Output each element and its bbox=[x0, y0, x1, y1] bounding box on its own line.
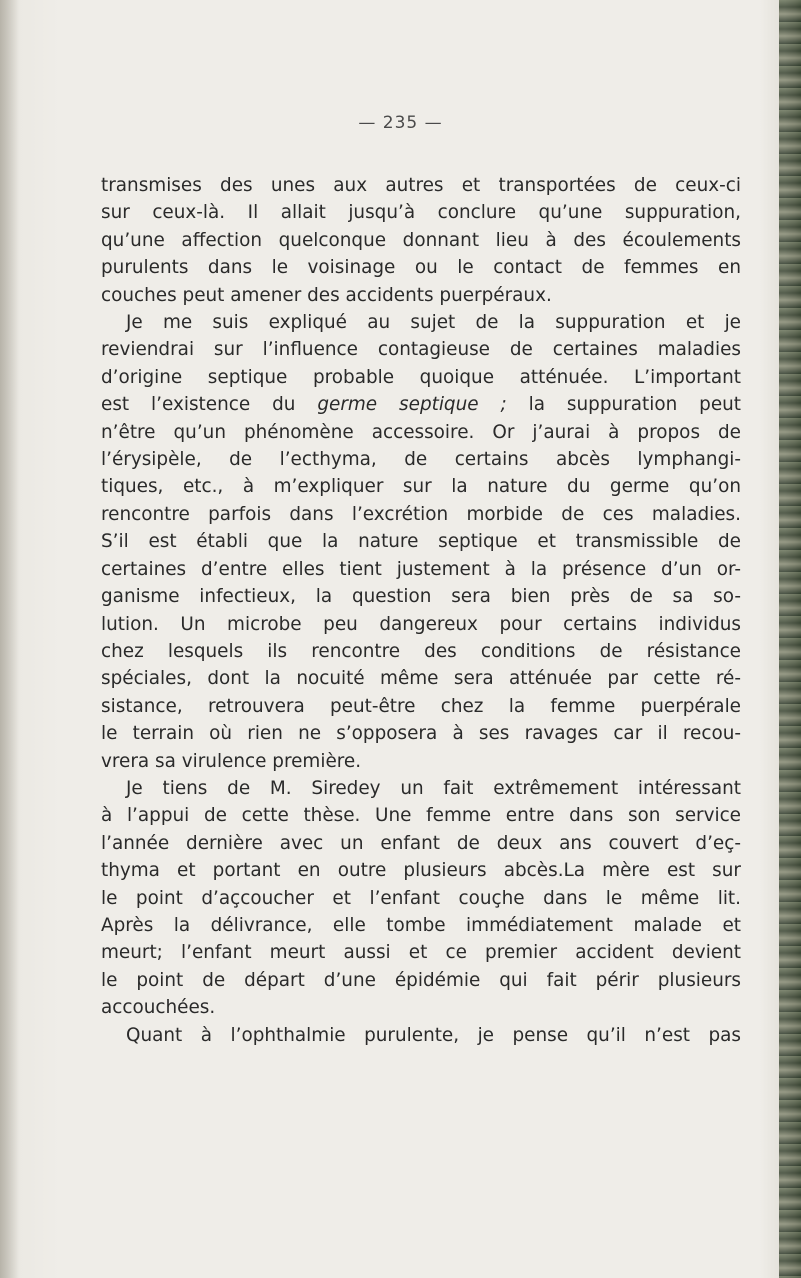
text-line: transmises des unes aux autres et transportées de ceux-ci bbox=[101, 175, 741, 196]
text-line: S’il est établi que la nature septique et transmissible de bbox=[101, 531, 741, 553]
text-line: purulents dans le voisinage ou le contact de femmes en bbox=[101, 257, 741, 279]
text-line: sistance, retrouvera peut-être chez la femme puerpérale bbox=[101, 695, 741, 717]
text-line: à l’appui de cette thèse. Une femme entre dans son service bbox=[101, 805, 741, 827]
text-line: couches peut amener des accidents puerpéraux. bbox=[101, 284, 552, 306]
text-line: n’être qu’un phénomène accessoire. Or j’aurai à propos de bbox=[101, 421, 741, 443]
text-line: d’origine septique probable quoique atténuée. L’important bbox=[101, 366, 741, 388]
book-edge bbox=[779, 0, 801, 1278]
text-line: le point d’açcoucher et l’enfant couçhe dans le même lit. bbox=[101, 887, 741, 909]
page-edge-shadow bbox=[0, 0, 20, 1278]
text-line: rencontre parfois dans l’excrétion morbide de ces maladies. bbox=[101, 503, 741, 525]
text-line: l’année dernière avec un enfant de deux ans couvert d’eç- bbox=[101, 832, 741, 854]
body-text bbox=[101, 172, 741, 1049]
text-line: le terrain où rien ne s’opposera à ses ravages car il recou- bbox=[101, 723, 741, 745]
text-line: vrera sa virulence première. bbox=[101, 750, 362, 772]
text-line: reviendrai sur l’influence contagieuse de certaines maladies bbox=[101, 339, 741, 361]
text-line: Quant à l’ophthalmie purulente, je pense qu’il n’est pas bbox=[126, 1024, 741, 1046]
text-line: qu’une affection quelconque donnant lieu à des écoulements bbox=[101, 229, 741, 251]
text-fragment: est l’existence du bbox=[101, 394, 318, 416]
text-line: chez lesquels ils rencontre des conditions de résistance bbox=[101, 640, 741, 662]
text-line: Je tiens de M. Siredey un fait extrêmement intéressant bbox=[126, 777, 741, 799]
text-line: spéciales, dont la nocuité même sera atténuée par cette ré- bbox=[101, 668, 741, 690]
text-line: sur ceux-là. Il allait jusqu’à conclure qu’une suppuration, bbox=[101, 202, 741, 224]
text-line: ganisme infectieux, la question sera bien près de sa so- bbox=[101, 586, 741, 608]
text-line: l’érysipèle, de l’ecthyma, de certains abcès lymphangi- bbox=[101, 449, 741, 471]
text-line: accouchées. bbox=[101, 997, 216, 1019]
text-line bbox=[101, 391, 741, 418]
text-line: meurt; l’enfant meurt aussi et ce premier accident devient bbox=[101, 942, 741, 964]
page-number: — 235 — bbox=[358, 113, 443, 133]
text-fragment: la suppuration peut bbox=[506, 394, 742, 416]
text-line: Après la délivrance, elle tombe immédiatement malade et bbox=[101, 914, 741, 936]
text-line: Je me suis expliqué au sujet de la suppuration et je bbox=[126, 312, 741, 334]
text-line: certaines d’entre elles tient justement à la présence d’un or- bbox=[101, 558, 741, 580]
text-line: tiques, etc., à m’expliquer sur la nature du germe qu’on bbox=[101, 476, 741, 498]
text-line: thyma et portant en outre plusieurs abcès.La mère est sur bbox=[101, 860, 741, 882]
text-line: le point de départ d’une épidémie qui fait périr plusieurs bbox=[101, 969, 741, 991]
italic-term: germe septique ; bbox=[317, 394, 507, 416]
text-line: lution. Un microbe peu dangereux pour certains individus bbox=[101, 613, 741, 635]
